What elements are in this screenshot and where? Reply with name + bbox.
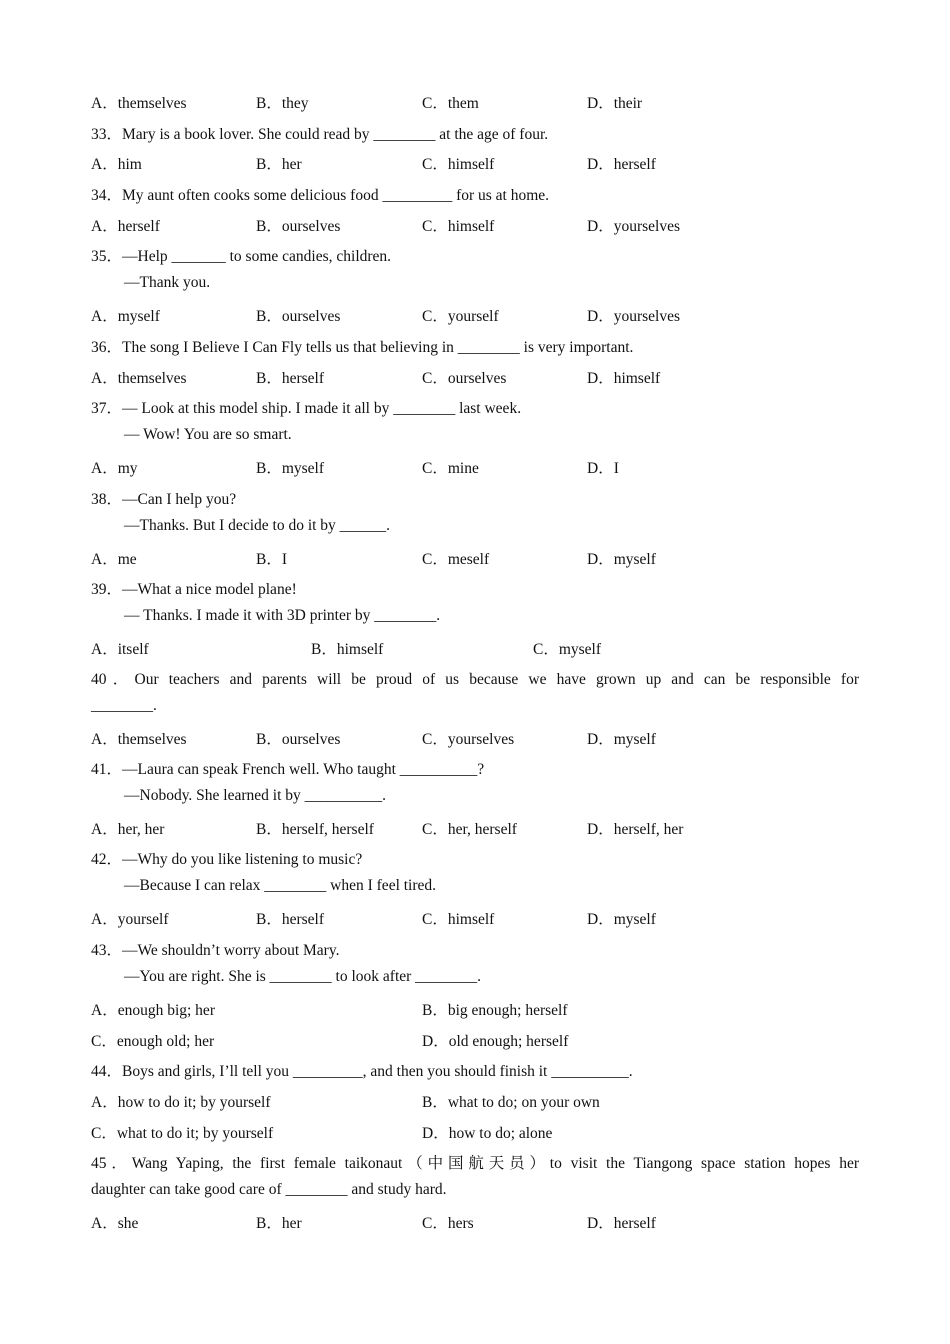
answer-option: A．themselves — [91, 95, 187, 112]
answer-option: B．big enough; herself — [422, 1002, 568, 1019]
answer-option: C．ourselves — [422, 370, 507, 387]
question-text: daughter can take good care of ________ and study hard. — [91, 1181, 447, 1198]
answer-option: C．enough old; her — [91, 1033, 215, 1050]
answer-option: B．himself — [311, 641, 384, 658]
answer-option: D．myself — [587, 551, 656, 568]
answer-option: C．them — [422, 95, 479, 112]
question-text: 45．Wang Yaping, the first female taikonaut（中国航天员）to visit the Tiangong space station hopes her — [91, 1155, 859, 1172]
question-text: 39．—What a nice model plane! — [91, 581, 297, 598]
answer-option: B．her — [256, 1215, 302, 1232]
answer-option: A．themselves — [91, 731, 187, 748]
answer-option: D．I — [587, 460, 619, 477]
answer-option: A．she — [91, 1215, 139, 1232]
answer-option: B．herself — [256, 370, 325, 387]
answer-option: C．meself — [422, 551, 490, 568]
answer-option: A．yourself — [91, 911, 169, 928]
answer-option: B．ourselves — [256, 308, 341, 325]
answer-option: D．herself — [587, 1215, 656, 1232]
answer-option: B．I — [256, 551, 288, 568]
dialogue-line: —Thank you. — [124, 274, 211, 291]
answer-option: A．her, her — [91, 821, 165, 838]
answer-option: A．herself — [91, 218, 160, 235]
dialogue-line: —You are right. She is ________ to look after ________. — [124, 968, 482, 985]
answer-option: C．himself — [422, 156, 495, 173]
answer-option: A．me — [91, 551, 137, 568]
answer-option: A．how to do it; by yourself — [91, 1094, 271, 1111]
question-text: 37．— Look at this model ship. I made it all by ________ last week. — [91, 400, 522, 417]
answer-option: A．themselves — [91, 370, 187, 387]
question-text: 40．Our teachers and parents will be proud of us because we have grown up and can be responsible for — [91, 671, 859, 688]
answer-option: C．himself — [422, 218, 495, 235]
answer-option: B．they — [256, 95, 309, 112]
answer-option: A．my — [91, 460, 138, 477]
answer-option: B．herself, herself — [256, 821, 374, 838]
answer-option: C．mine — [422, 460, 479, 477]
dialogue-line: —Because I can relax ________ when I feel tired. — [124, 877, 437, 894]
answer-option: A．itself — [91, 641, 149, 658]
answer-option: C．yourselves — [422, 731, 515, 748]
answer-option: D．yourselves — [587, 308, 680, 325]
answer-option: D．himself — [587, 370, 661, 387]
answer-option: C．her, herself — [422, 821, 517, 838]
question-text: 35．—Help _______ to some candies, children. — [91, 248, 392, 265]
question-text: 44．Boys and girls, I’ll tell you _________, and then you should finish it __________. — [91, 1063, 633, 1080]
answer-option: A．him — [91, 156, 142, 173]
answer-option: B．ourselves — [256, 218, 341, 235]
question-text: 36．The song I Believe I Can Fly tells us that believing in ________ is very important. — [91, 339, 634, 356]
dialogue-line: —Thanks. But I decide to do it by ______. — [124, 517, 391, 534]
answer-option: D．their — [587, 95, 643, 112]
answer-option: B．herself — [256, 911, 325, 928]
question-text: 43．—We shouldn’t worry about Mary. — [91, 942, 340, 959]
answer-option: C．himself — [422, 911, 495, 928]
dialogue-line: —Nobody. She learned it by __________. — [124, 787, 387, 804]
answer-option: C．what to do it; by yourself — [91, 1125, 274, 1142]
answer-option: D．myself — [587, 911, 656, 928]
answer-option: D．myself — [587, 731, 656, 748]
answer-option: B．ourselves — [256, 731, 341, 748]
answer-option: C．myself — [533, 641, 602, 658]
answer-option: C．yourself — [422, 308, 499, 325]
dialogue-line: — Wow! You are so smart. — [124, 426, 292, 443]
answer-option: B．myself — [256, 460, 325, 477]
answer-option: D．how to do; alone — [422, 1125, 553, 1142]
answer-option: A．myself — [91, 308, 160, 325]
question-text: 34．My aunt often cooks some delicious food _________ for us at home. — [91, 187, 550, 204]
question-text: ________. — [91, 697, 157, 714]
answer-option: D．old enough; herself — [422, 1033, 569, 1050]
question-text: 33．Mary is a book lover. She could read by ________ at the age of four. — [91, 126, 549, 143]
answer-option: B．her — [256, 156, 302, 173]
dialogue-line: — Thanks. I made it with 3D printer by ________. — [124, 607, 441, 624]
answer-option: C．hers — [422, 1215, 474, 1232]
answer-option: D．herself, her — [587, 821, 684, 838]
answer-option: A．enough big; her — [91, 1002, 215, 1019]
answer-option: D．herself — [587, 156, 656, 173]
answer-option: B．what to do; on your own — [422, 1094, 600, 1111]
question-text: 41．—Laura can speak French well. Who taught __________? — [91, 761, 485, 778]
question-text: 38．—Can I help you? — [91, 491, 237, 508]
answer-option: D．yourselves — [587, 218, 680, 235]
question-text: 42．—Why do you like listening to music? — [91, 851, 363, 868]
